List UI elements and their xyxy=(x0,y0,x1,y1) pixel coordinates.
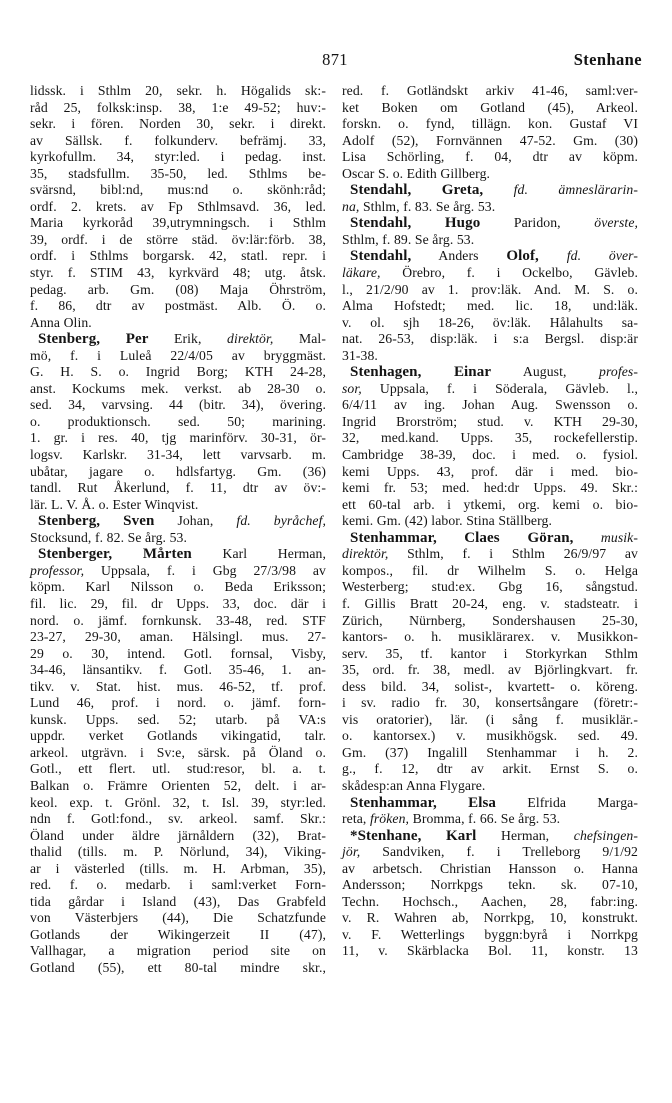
text-line: ordf. 2. krets. av Fp Sthlmsavd. 36, led. xyxy=(30,198,326,214)
entry-title: fd. över- xyxy=(566,248,638,264)
text-line: arkeol. utgrävn. i Sv:e, särsk. på Öland o. xyxy=(30,744,326,760)
entry-headline xyxy=(342,530,638,547)
running-head: Stenhane xyxy=(573,50,642,69)
entry-title-tail: jör, xyxy=(342,844,361,860)
left-column xyxy=(30,83,326,977)
text-line xyxy=(342,381,638,398)
entry-given-name: Greta, xyxy=(441,182,484,199)
text-line: kunsk. Upps. sed. 52; utarb. på VA:s xyxy=(30,711,326,727)
text-line: kemi. Gm. (42) labor. Stina Ställberg. xyxy=(342,513,552,529)
entry-headline xyxy=(30,331,326,348)
text-line: Maria kyrkoråd 39,utrymningsch. i Sthlm xyxy=(30,215,326,231)
text-line xyxy=(342,265,638,282)
text-line: o. kantorsex.) v. musikhögsk. sed. 49. xyxy=(342,728,638,744)
text-line: kemi Upps. 43, prof. där i med. bio- xyxy=(342,463,638,479)
entry-title: chefsingen- xyxy=(573,827,638,843)
text-line: 29 o. 30, intend. Gotl. fornsal, Visby, xyxy=(30,645,326,661)
text-line xyxy=(342,199,638,216)
entry-stendahl-greta xyxy=(342,182,638,215)
text-line xyxy=(30,563,326,580)
text-line: Gotland (55), ett 80-tal mindre skr., xyxy=(30,959,326,975)
text-line: köpm. Karl Nilsson o. Beda Eriksson; xyxy=(30,579,326,595)
text-line: dess bild. 34, solist-, kvartett- o. köreng. xyxy=(342,678,638,694)
text-line: Sthlm, f. 89. Se årg. 53. xyxy=(342,231,475,247)
text-line: kantors- o. h. musiklärarex. v. Musikkon- xyxy=(342,629,638,645)
text-line: lär. L. V. Å. o. Ester Winqvist. xyxy=(30,496,199,512)
entry-surname: *Stenhane, xyxy=(350,827,422,844)
text-line: red. f. Gotländskt arkiv 41-46, saml:ver- xyxy=(342,83,638,98)
text-line: ett 60-tal arb. i ytkemi, org. kemi o. bio- xyxy=(342,496,638,512)
text-line: serv. 35, tf. kantor i Storkyrkan Sthlm xyxy=(342,645,638,661)
entry-given-name: Sven xyxy=(123,513,155,530)
text-line: nat. 26-53, disp:läk. i s:a Bergsl. disp:är xyxy=(342,331,638,347)
entry-headline xyxy=(342,828,638,845)
entry-text: Sthlm, f. 83. Se årg. 53. xyxy=(362,198,496,214)
entry-headline xyxy=(342,215,638,232)
text-line: 1. gr. i res. 40, tjg marinförv. 30-31, ör- xyxy=(30,430,326,446)
text-line: kyrkofullm. 34, styr:led. i pedag. inst. xyxy=(30,149,326,165)
text-line: av arbetsch. Christian Hansson o. Hanna xyxy=(342,860,638,876)
text-line: v. F. Wetterlings byggn:byrå i Norrkpg xyxy=(342,926,638,942)
entry-stendahl-olof xyxy=(342,248,638,364)
entry-headline xyxy=(342,182,638,199)
entry-stenhammar-elsa xyxy=(342,795,638,828)
entry-continuation xyxy=(30,83,326,331)
entry-continuation xyxy=(342,83,638,182)
entry-given-name: Hugo xyxy=(444,215,481,232)
entry-stenberg-sven xyxy=(30,513,326,546)
text-line: ket Boken om Gotland (45), Arkeol. xyxy=(342,99,638,115)
entry-stenhane xyxy=(342,828,638,960)
text-line: Gm. (37) Ingalill Stenhammar i h. 2. xyxy=(342,744,638,760)
text-line: tida gårdar i Island (43), Das Grabfeld xyxy=(30,893,326,909)
entry-headline xyxy=(342,364,638,381)
text-line: ar i västerled (tills. m. H. Arbman, 35), xyxy=(30,860,326,876)
text-line: f. 86, dtr av postmäst. Alb. Ö. o. xyxy=(30,298,326,314)
text-line: Adolf (52), Fornvännen 47-52. Gm. (30) xyxy=(342,132,638,148)
entry-stenhammar-claes xyxy=(342,530,638,795)
entry-headline xyxy=(30,546,326,563)
entry-given-name: Olof, xyxy=(506,248,539,265)
entry-title: fd. byråchef, xyxy=(236,513,327,529)
text-line: 35, ord. fr. 38, medl. av Björlingkvart. fr. xyxy=(342,662,638,678)
text-line: G. H. S. o. Ingrid Borg; KTH 24-28, xyxy=(30,364,326,380)
text-line: keol. exp. t. Grönl. 32, t. Isl. 39, styr:led. xyxy=(30,794,326,810)
text-line: vis oratorier), lär. (i sång f. musiklär.- xyxy=(342,711,638,727)
text-line: ordf. i Sthlms borgarsk. 42, statl. repr. i xyxy=(30,248,326,264)
entry-given-name: Per xyxy=(125,331,149,348)
text-line: von Västerbjers (44), Die Schatzfunde xyxy=(30,910,326,926)
entry-title: profes- xyxy=(599,364,638,380)
entry-surname: Stendahl, xyxy=(350,182,412,199)
page-number: 871 xyxy=(322,50,348,69)
text-line: 11, v. Skärblacka Bol. 11, konstr. 13 xyxy=(342,943,638,959)
text-line: 34-46, länsantikv. f. Gotl. 35-46, 1. an- xyxy=(30,662,326,678)
entry-surname: Stendahl, xyxy=(350,215,412,232)
entry-middle-name: Johan, xyxy=(177,513,214,529)
entry-title: fd. ämneslärarin- xyxy=(513,182,639,198)
text-line: skådesp:an Anna Flygare. xyxy=(342,777,486,793)
entry-stenberg-per xyxy=(30,331,326,513)
text-line: Stocksund, f. 82. Se årg. 53. xyxy=(30,529,188,545)
entry-surname: Stenberg, xyxy=(38,331,101,348)
text-line: 23-27, 29-30, aman. Hälsingl. mus. 27- xyxy=(30,629,326,645)
text-line: Gotlands der Wikingerzeit II (47), xyxy=(30,926,326,942)
text-line: Andersson; Norrkpgs tekn. sk. 07-10, xyxy=(342,877,638,893)
entry-text: Uppsala, f. i Gbg 27/3/98 av xyxy=(101,562,326,578)
entry-middle-name: Anders xyxy=(438,248,479,264)
entry-text: Sandviken, f. i Trelleborg 9/1/92 xyxy=(382,844,638,860)
entry-text: Mal- xyxy=(298,331,326,347)
entry-title: professor, xyxy=(30,562,85,578)
text-line: fil. lic. 29, fil. dr Upps. 33, doc. där i xyxy=(30,595,326,611)
entry-title: musik- xyxy=(600,529,638,545)
entry-surname: Stenberger, xyxy=(38,546,113,563)
text-line: Lisa Schörling, f. 04, dtr av köpm. xyxy=(342,149,638,165)
entry-surname: Stendahl, xyxy=(350,248,412,265)
entry-title-tail: na, xyxy=(342,198,360,214)
entry-middle-name: Erik, xyxy=(174,331,202,347)
entry-text: Bromma, f. 66. Se årg. 53. xyxy=(412,811,561,827)
text-line: v. R. Wahren ab, Norrkpg, 10, konstrukt. xyxy=(342,910,638,926)
text-line xyxy=(342,546,638,563)
text-line: Lund 46, prof. i nord. o. jämf. forn- xyxy=(30,695,326,711)
entry-given-name: Claes Göran, xyxy=(464,529,574,546)
text-line: Ingrid Brorström; stud. v. KTH 29-30, xyxy=(342,413,638,429)
text-line: f. Gillis Bratt 20-24, eng. v. stadsteatr. i xyxy=(342,595,638,611)
text-line: Balkan o. Främre Orienten 52, delt. i ar- xyxy=(30,777,326,793)
entry-title-tail: sor, xyxy=(342,380,362,396)
text-line: tandl. Rut Åkerlund, f. 11, dtr av öv:- xyxy=(30,480,326,496)
entry-stenberger xyxy=(30,546,326,976)
text-line: logsv. Karlskr. 31-34, lett varvsarb. m. xyxy=(30,447,326,463)
entry-surname: Stenberg, xyxy=(38,513,101,530)
text-line: tikv. v. Stat. hist. mus. 46-52, tf. prof. xyxy=(30,678,326,694)
text-line: Westerberg; stud:ex. Gbg 16, sångstud. xyxy=(342,579,638,595)
entry-title: fröken, xyxy=(369,811,410,827)
entry-given-name: Karl xyxy=(446,827,477,844)
text-line: 35, stadsfullm. 35-50, led. Sthlms be- xyxy=(30,165,326,181)
text-line xyxy=(342,811,638,828)
entry-given-name: Einar xyxy=(453,364,492,381)
text-line: mö, f. i Luleå 22/4/05 av bryggmäst. xyxy=(30,347,326,363)
text-line: 31-38. xyxy=(342,347,378,363)
entry-stendahl-hugo xyxy=(342,215,638,248)
text-line: red. f. o. medarb. i saml:verket Forn- xyxy=(30,877,326,893)
text-line: Vallhagar, a migration period site on xyxy=(30,943,326,959)
text-line: Alma Hofstedt; med. lic. 18, und:läk. xyxy=(342,298,638,314)
text-line: anst. Kockums mek. verkst. ab 28-30 o. xyxy=(30,380,326,396)
text-line: l., 21/2/90 av 1. prov:läk. And. M. S. o. xyxy=(342,281,638,297)
text-line: lidssk. i Sthlm 20, sekr. h. Högalids sk:- xyxy=(30,83,326,98)
text-line: v. ol. sjh 18-26, öv:läk. Hålahults sa- xyxy=(342,314,638,330)
entry-headline xyxy=(342,795,638,812)
entry-text: Sthlm, f. i Sthlm 26/9/97 av xyxy=(407,546,638,562)
text-line: Techn. Hochsch., Aachen, 28, fabr:ing. xyxy=(342,893,638,909)
text-line: kompos., fil. dr Wilhelm S. o. Helga xyxy=(342,562,638,578)
entry-given-name: Mårten xyxy=(142,546,192,563)
entry-title: överste, xyxy=(594,215,639,231)
text-line: av Sällsk. f. folkunderv. befrämj. 33, xyxy=(30,132,326,148)
text-line: sed. 34, varvsing. 44 (bitr. 34), övering. xyxy=(30,397,326,413)
text-line: 39, ordf. i de större städ. öv:lär:förb. 38, xyxy=(30,231,326,247)
text-line: 32, med.kand. Upps. 35, rockefellerstip. xyxy=(342,430,638,446)
entry-middle-name: Elfrida Marga- xyxy=(527,794,638,810)
page-header xyxy=(28,50,642,74)
entry-surname: Stenhammar, xyxy=(350,529,437,546)
text-line: o. produktionsch. sed. 50; marining. xyxy=(30,413,326,429)
text-line: råd 25, folksk:insp. 38, 1:e 49-52; huv:- xyxy=(30,99,326,115)
text-line: sekr. i fören. Norden 30, sekr. i direkt. xyxy=(30,116,326,132)
right-column xyxy=(342,83,638,960)
text-line: Zürich, Nürnberg, Sondershausen 25-30, xyxy=(342,612,638,628)
text-line: Anna Olin. xyxy=(30,314,92,330)
entry-middle-name: Herman, xyxy=(501,827,550,843)
text-line: pedag. arb. Gm. (08) Maja Öhrström, xyxy=(30,281,326,297)
entry-middle-name: Karl Herman, xyxy=(222,546,327,562)
text-line: g., f. 12, dtr av arkit. Ernst S. o. xyxy=(342,761,638,777)
entry-headline xyxy=(342,248,638,265)
text-line: thalid (tills. m. P. Nörlund, 34), Viking- xyxy=(30,844,326,860)
text-line: nord. o. jämf. fornkunsk. 33-48, red. STF xyxy=(30,612,326,628)
entry-middle-name: August, xyxy=(522,364,567,380)
text-line: ubåtar, jagare o. hdlsfartyg. Gm. (36) xyxy=(30,463,326,479)
text-line xyxy=(342,844,638,861)
entry-title-tail: direktör, xyxy=(342,546,389,562)
entry-text: Uppsala, f. i Söderala, Gävleb. l., xyxy=(379,380,638,396)
entry-given-name: Elsa xyxy=(468,794,497,811)
text-line: kemi fr. 53; med. hed:dr Upps. 49. Skr.: xyxy=(342,480,638,496)
entry-title: direktör, xyxy=(227,331,274,347)
text-line: Cambridge 38-39, doc. i med. o. fysiol. xyxy=(342,447,638,463)
text-line: i sv. radio fr. 30, konsertsångare (företr:- xyxy=(342,695,638,711)
text-line: uppdr. verket Gotlands vikingatid, talr. xyxy=(30,728,326,744)
text-line: Gotl., ett flert. utl. stud:resor, bl. a. t. xyxy=(30,761,326,777)
text-line: forskn. o. fynd, tillägn. kon. Gustaf VI xyxy=(342,116,638,132)
entry-middle-name: reta, xyxy=(342,811,367,827)
entry-surname: Stenhammar, xyxy=(350,794,437,811)
entry-text: Örebro, f. i Ockelbo, Gävleb. xyxy=(402,265,638,281)
entry-title-tail: läkare, xyxy=(342,265,381,281)
entry-middle-name: Paridon, xyxy=(513,215,561,231)
entry-headline xyxy=(30,513,326,530)
entry-stenhagen xyxy=(342,364,638,529)
text-line: ndn f. Gotl:fond., sv. arkeol. samf. Skr.: xyxy=(30,811,326,827)
text-line: 6/4/11 av ing. Johan Aug. Swensson o. xyxy=(342,397,638,413)
text-line: svärsnd, bibl:nd, mus:nd o. skönh:råd; xyxy=(30,182,326,198)
text-line: Öland under äldre järnåldern (32), Brat- xyxy=(30,827,326,843)
text-line: styr. f. STIM 43, kyrkvärd 48; utg. åtsk. xyxy=(30,265,326,281)
text-line: Oscar S. o. Edith Gillberg. xyxy=(342,165,491,181)
entry-surname: Stenhagen, xyxy=(350,364,422,381)
